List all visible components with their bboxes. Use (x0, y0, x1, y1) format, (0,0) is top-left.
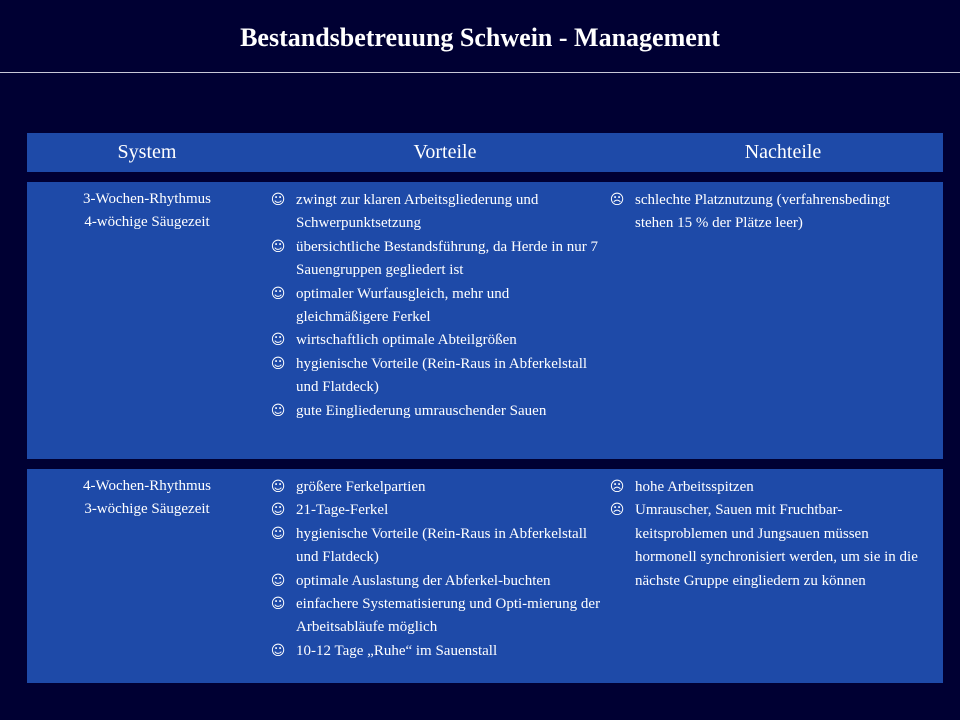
item-text: schlechte Platznutzung (verfahrensbedingt stehen 15 % der Plätze leer) (635, 192, 890, 232)
smiley-icon: ☺ (270, 332, 286, 349)
system-name: 3-Wochen-Rhythmus (83, 191, 211, 207)
smiley-icon: ☺ (270, 355, 286, 372)
item-text: Umrauscher, Sauen mit Fruchtbar-keitsproblemen und Jungsauen müssen hormonell synchronisiert werden, um sie in die nächste Gruppe eingliedern zu können (635, 502, 918, 589)
vorteil-item (267, 476, 603, 499)
vorteil-item (267, 523, 603, 570)
item-text: hohe Arbeitsspitzen (635, 479, 754, 495)
item-text: hygienische Vorteile (Rein-Raus in Abferkelstall und Flatdeck) (296, 525, 588, 566)
item-text: einfachere Systematisierung und Opti-mierung der Arbeitsabläufe möglich (296, 596, 601, 636)
item-text: wirtschaftlich optimale Abteilgrößen (296, 332, 517, 349)
vorteil-item (267, 353, 603, 400)
header-nachteile: Nachteile (744, 141, 822, 163)
item-text: zwingt zur klaren Arbeitsgliederung und Schwerpunktsetzung (296, 192, 539, 232)
smiley-icon: ☺ (270, 285, 286, 302)
vorteil-item (267, 400, 603, 423)
header-system: System (117, 141, 177, 163)
vorteil-item (267, 189, 603, 236)
system-name: 4-Wochen-Rhythmus (83, 478, 211, 494)
frowny-icon: ☹ (609, 502, 625, 519)
header-vorteile: Vorteile (413, 141, 477, 163)
table-row-3-wochen-rhythmus (27, 182, 943, 459)
smiley-icon: ☺ (270, 402, 286, 419)
vorteil-item (267, 329, 603, 352)
smiley-icon: ☺ (270, 479, 286, 495)
smiley-icon: ☺ (270, 525, 286, 542)
title-divider (0, 72, 960, 73)
smiley-icon: ☺ (270, 502, 286, 519)
vorteil-item (267, 283, 603, 330)
smiley-icon: ☺ (270, 192, 286, 208)
nachteile-list (606, 189, 928, 236)
system-saeugezeit: 4-wöchige Säugezeit (84, 214, 210, 231)
item-text: optimale Auslastung der Abferkel-buchten (296, 572, 551, 589)
system-saeugezeit: 3-wöchige Säugezeit (84, 501, 210, 518)
table-row-4-wochen-rhythmus (27, 469, 943, 683)
smiley-icon: ☺ (270, 238, 286, 255)
vorteile-list (267, 476, 603, 663)
item-text: optimaler Wurfausgleich, mehr und gleichmäßigere Ferkel (296, 285, 510, 326)
vorteil-item (267, 236, 603, 283)
smiley-icon: ☺ (270, 572, 286, 589)
item-text: größere Ferkelpartien (296, 479, 426, 495)
smiley-icon: ☺ (270, 596, 286, 613)
vorteil-item (267, 593, 603, 640)
nachteile-list (606, 476, 928, 593)
frowny-icon: ☹ (609, 192, 625, 208)
vorteil-item (267, 570, 603, 593)
item-text: 10-12 Tage „Ruhe“ im Sauenstall (296, 642, 498, 659)
slide-title: Bestandsbetreuung Schwein - Management (240, 23, 720, 52)
system-cell (27, 475, 267, 522)
vorteil-item (267, 499, 603, 522)
vorteile-list (267, 189, 603, 423)
nachteil-item (606, 189, 928, 236)
item-text: übersichtliche Bestandsführung, da Herde in nur 7 Sauengruppen gegliedert ist (296, 238, 598, 279)
frowny-icon: ☹ (609, 479, 625, 495)
table-header-row (27, 133, 943, 172)
vorteil-item (267, 640, 603, 663)
nachteil-item (606, 476, 928, 499)
item-text: 21-Tage-Ferkel (296, 502, 389, 519)
item-text: hygienische Vorteile (Rein-Raus in Abferkelstall und Flatdeck) (296, 355, 588, 396)
smiley-icon: ☺ (270, 642, 286, 659)
system-cell (27, 188, 267, 235)
nachteil-item (606, 499, 928, 593)
item-text: gute Eingliederung umrauschender Sauen (296, 402, 547, 419)
